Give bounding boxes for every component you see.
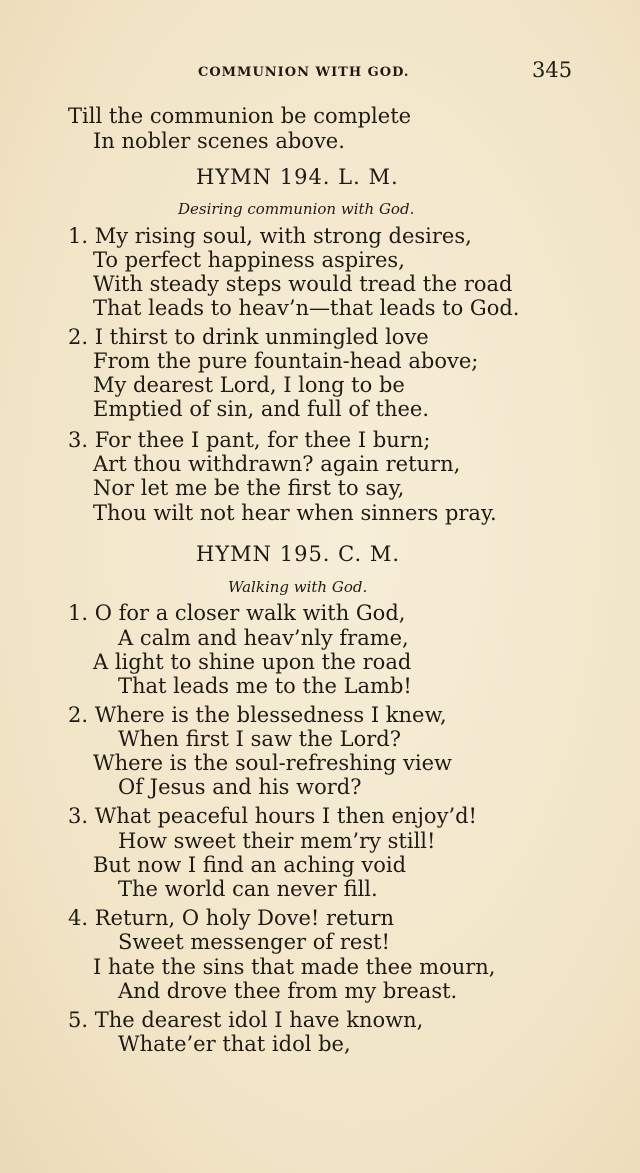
verse-line: Emptied of sin, and full of thee. (93, 397, 429, 421)
verse-line: And drove thee from my breast. (118, 979, 458, 1003)
verse-line: Art thou withdrawn? again return, (93, 452, 461, 476)
verse-line: I hate the sins that made thee mourn, (93, 955, 496, 979)
hymn-heading: HYMN 194. L. M. (196, 165, 399, 189)
verse-line: That leads me to the Lamb! (118, 674, 412, 698)
verse-line: When first I saw the Lord? (118, 727, 401, 751)
verse-line: 3. For thee I pant, for thee I burn; (68, 428, 431, 452)
running-head: COMMUNION WITH GOD. (198, 65, 410, 80)
verse-line: My dearest Lord, I long to be (93, 373, 405, 397)
verse-line: With steady steps would tread the road (93, 272, 513, 296)
verse-line: A calm and heav’nly frame, (118, 626, 409, 650)
verse-line: How sweet their mem’ry still! (118, 829, 436, 853)
page-number: 345 (532, 58, 573, 82)
verse-line: From the pure fountain-head above; (93, 349, 479, 373)
hymn-heading: HYMN 195. C. M. (196, 542, 401, 566)
verse-line: 3. What peaceful hours I then enjoy’d! (68, 804, 477, 828)
verse-line: 2. Where is the blessedness I knew, (68, 703, 447, 727)
verse-line: That leads to heav’n—that leads to God. (93, 296, 520, 320)
verse-line: In nobler scenes above. (93, 129, 345, 153)
verse-line: Thou wilt not hear when sinners pray. (93, 501, 497, 525)
verse-line: Whate’er that idol be, (118, 1032, 351, 1056)
hymn-subtitle: Walking with God. (228, 578, 368, 596)
verse-line: The world can never fill. (118, 877, 378, 901)
page-header (0, 58, 640, 86)
hymn-subtitle: Desiring communion with God. (178, 200, 415, 218)
verse-line: 5. The dearest idol I have known, (68, 1008, 424, 1032)
verse-line: Till the communion be complete (68, 104, 412, 128)
verse-line: To perfect happiness aspires, (93, 248, 405, 272)
verse-line: Nor let me be the first to say, (93, 476, 405, 500)
verse-line: Of Jesus and his word? (118, 775, 362, 799)
verse-line: Where is the soul-refreshing view (93, 751, 453, 775)
verse-line: 1. My rising soul, with strong desires, (68, 224, 472, 248)
verse-line: A light to shine upon the road (93, 650, 412, 674)
verse-line: 2. I thirst to drink unmingled love (68, 325, 429, 349)
verse-line: 1. O for a closer walk with God, (68, 601, 406, 625)
verse-line: But now I find an aching void (93, 853, 407, 877)
verse-line: Sweet messenger of rest! (118, 930, 390, 954)
verse-line: 4. Return, O holy Dove! return (68, 906, 395, 930)
